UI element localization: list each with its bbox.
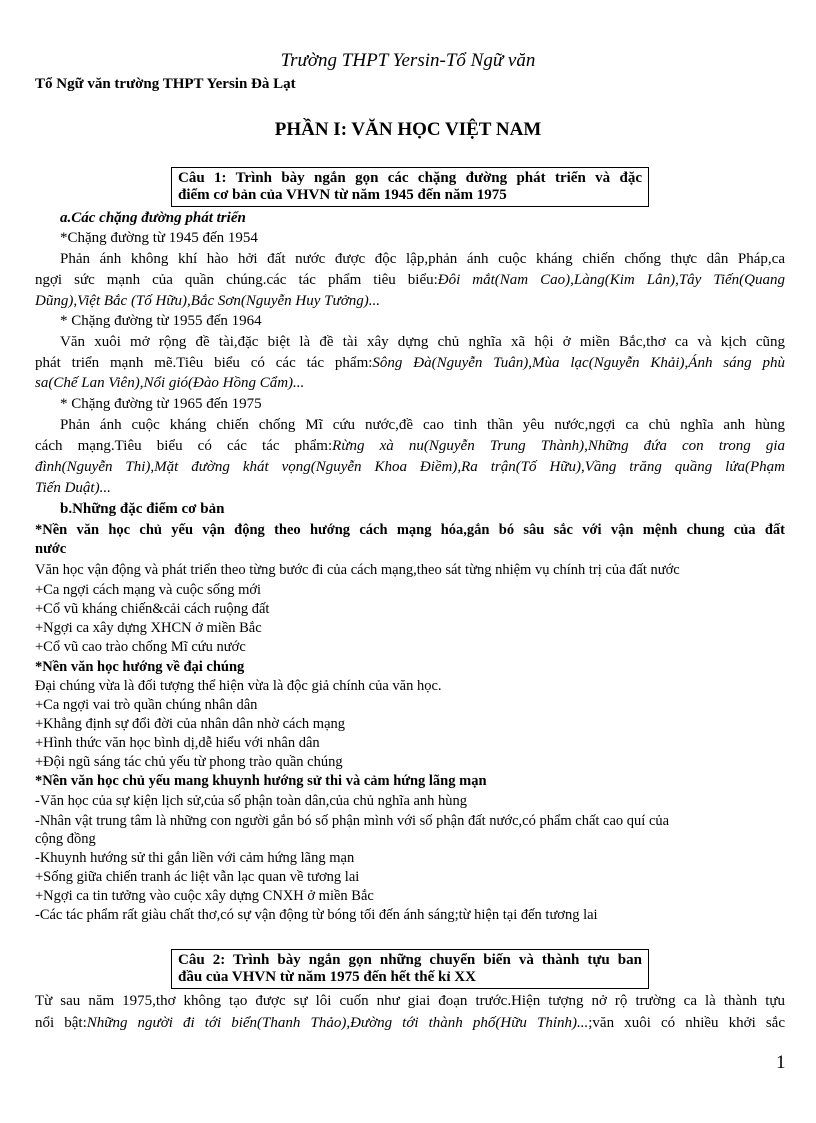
- feature-3-item-2-line-1: -Nhân vật trung tâm là những con người gắn bó số phận mình với số phận đất nước,có phẩm chất cao quí của: [35, 813, 670, 829]
- question-2-box: [171, 949, 649, 989]
- feature-2-item-1: +Ca ngợi vai trò quần chúng nhân dân: [35, 697, 258, 713]
- question-2-line-2: đầu của VHVN từ năm 1975 đến hết thế kỉ XX: [178, 969, 476, 985]
- feature-3-item-2-line-2: cộng đồng: [35, 831, 96, 847]
- period-3-line-1: Phản ánh cuộc kháng chiến chống Mĩ cứu nước,đề cao tinh thần yêu nước,ngợi ca chủ nghĩa anh hùng: [60, 417, 785, 433]
- feature-1-item-2: +Cổ vũ kháng chiến&cải cách ruộng đất: [35, 601, 270, 617]
- feature-2-item-3: +Hình thức văn học bình dị,dễ hiểu với nhân dân: [35, 735, 320, 751]
- feature-2-item-2: +Khẳng định sự đổi đời của nhân dân nhờ cách mạng: [35, 716, 346, 732]
- feature-1-heading-line-2: nước: [35, 541, 67, 557]
- question-1-line-2: điểm cơ bản của VHVN từ năm 1945 đến năm 1975: [178, 187, 507, 203]
- question-2-text-line-1: Từ sau năm 1975,thơ không tạo được sự lôi cuốn như giai đoạn trước.Hiện tượng nở rộ trường ca là thành tựu: [35, 993, 785, 1009]
- feature-3-item-3: -Khuynh hướng sử thi gắn liền với cảm hứng lãng mạn: [35, 850, 355, 866]
- period-3-line-3: đình(Nguyễn Thi),Mặt đường khát vọng(Nguyễn Khoa Điềm),Ra trận(Tố Hữu),Vầng trăng quầng lửa(Phạm: [35, 459, 785, 475]
- period-2-line-2: phát triển mạnh mẽ.Tiêu biểu có các tác phẩm:Sông Đà(Nguyễn Tuân),Mùa lạc(Nguyễn Khải),Ánh sáng phù: [35, 355, 785, 371]
- feature-1-item-1: +Ca ngợi cách mạng và cuộc sống mới: [35, 582, 262, 598]
- period-1-title: *Chặng đường từ 1945 đến 1954: [60, 230, 258, 246]
- feature-2-item-4: +Đội ngũ sáng tác chủ yếu từ phong trào quần chúng: [35, 754, 343, 770]
- period-1-line-1: Phản ánh không khí hào hởi đất nước được độc lập,phản ánh cuộc kháng chiến chống thực dân Pháp,ca: [60, 251, 785, 267]
- department-title: Tổ Ngữ văn trường THPT Yersin Đà Lạt: [35, 76, 296, 92]
- question-2-line-1: Câu 2: Trình bày ngắn gọn những chuyển biến và thành tựu ban: [178, 952, 642, 968]
- question-2-text-line-2: nổi bật:Những người đi tới biển(Thanh Thảo),Đường tới thành phố(Hữu Thỉnh)...;văn xuôi có nhiều khởi sắc: [35, 1015, 785, 1031]
- page-header: Trường THPT Yersin-Tổ Ngữ văn: [280, 50, 536, 71]
- question-1-box: [171, 167, 649, 207]
- feature-3-heading: *Nền văn học chủ yếu mang khuynh hướng sử thi và cảm hứng lãng mạn: [35, 773, 487, 789]
- period-2-line-3: sa(Chế Lan Viên),Nổi gió(Đào Hồng Cẩm)...: [35, 375, 305, 391]
- feature-2-intro: Đại chúng vừa là đối tượng thể hiện vừa là độc giả chính của văn học.: [35, 678, 442, 694]
- feature-1-intro: Văn học vận động và phát triển theo từng bước đi của cách mạng,theo sát từng nhiệm vụ chính trị của đất nước: [35, 562, 680, 578]
- period-2-title: * Chặng đường từ 1955 đến 1964: [60, 313, 262, 329]
- period-3-line-4: Tiến Duật)...: [35, 480, 111, 496]
- period-1-line-3: Dũng),Việt Bắc (Tố Hữu),Bắc Sơn(Nguyễn Huy Tưởng)...: [35, 293, 380, 309]
- section-b-heading: b.Những đặc điểm cơ bản: [60, 501, 225, 517]
- feature-2-heading: *Nền văn học hướng về đại chúng: [35, 659, 245, 675]
- feature-1-heading-line-1: *Nền văn học chủ yếu vận động theo hướng cách mạng hóa,gắn bó sâu sắc với vận mệnh chung của đất: [35, 522, 785, 538]
- feature-1-item-4: +Cổ vũ cao trào chống Mĩ cứu nước: [35, 639, 246, 655]
- feature-3-item-5: +Ngợi ca tin tưởng vào cuộc xây dựng CNXH ở miền Bắc: [35, 888, 374, 904]
- period-2-line-1: Văn xuôi mở rộng đề tài,đặc biệt là đề tài xây dựng chủ nghĩa xã hội ở miền Bắc,thơ ca và kịch cũng: [60, 334, 785, 350]
- page-number: 1: [776, 1052, 786, 1073]
- period-3-line-2: cách mạng.Tiêu biểu có các tác phẩm:Rừng xà nu(Nguyễn Trung Thành),Những đứa con trong gia: [35, 438, 785, 454]
- section-a-heading: a.Các chặng đường phát triển: [60, 210, 246, 226]
- feature-1-item-3: +Ngợi ca xây dựng XHCN ở miền Bắc: [35, 620, 262, 636]
- question-1-line-1: Câu 1: Trình bày ngắn gọn các chặng đường phát triển và đặc: [178, 170, 642, 186]
- feature-3-item-6: -Các tác phẩm rất giàu chất thơ,có sự vận động từ bóng tối đến ánh sáng;từ hiện tại đến tương lai: [35, 907, 598, 923]
- period-1-line-2: ngợi sức mạnh của quần chúng.các tác phẩm tiêu biểu:Đôi mắt(Nam Cao),Làng(Kim Lân),Tây Tiến(Quang: [35, 272, 785, 288]
- part-title: PHẦN I: VĂN HỌC VIỆT NAM: [274, 119, 542, 140]
- period-3-title: * Chặng đường từ 1965 đến 1975: [60, 396, 262, 412]
- feature-3-item-4: +Sống giữa chiến tranh ác liệt vẫn lạc quan về tương lai: [35, 869, 360, 885]
- feature-3-item-1: -Văn học của sự kiện lịch sử,của số phận toàn dân,của chủ nghĩa anh hùng: [35, 793, 468, 809]
